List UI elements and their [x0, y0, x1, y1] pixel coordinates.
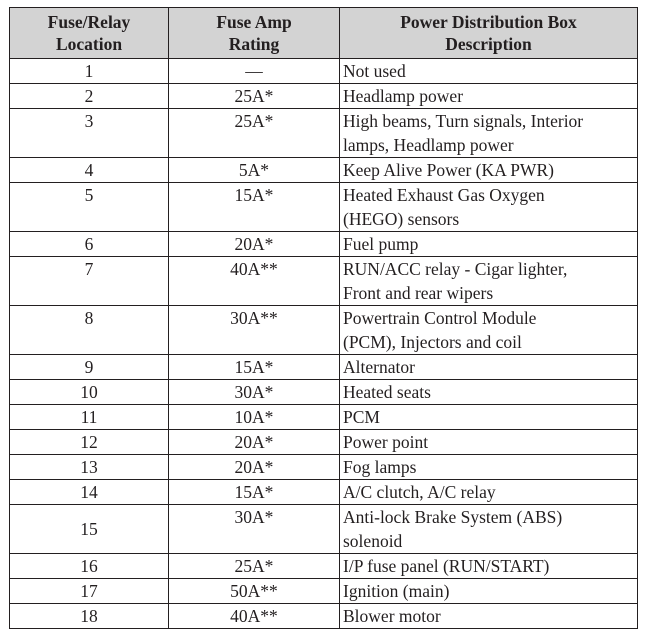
description-line: Heated Exhaust Gas Oxygen [343, 185, 545, 205]
table-row [10, 554, 638, 579]
cell-location: 4 [10, 158, 169, 183]
cell-location: 15 [10, 505, 169, 554]
cell-rating: 30A** [169, 306, 340, 355]
cell-rating: 10A* [169, 405, 340, 430]
cell-location: 3 [10, 109, 169, 158]
cell-location: 5 [10, 183, 169, 232]
cell-rating: 30A* [169, 505, 340, 554]
description-line: RUN/ACC relay - Cigar lighter, [343, 259, 568, 279]
cell-description [340, 306, 638, 355]
cell-description: Ignition (main) [340, 579, 638, 604]
cell-description [340, 109, 638, 158]
header-description [340, 8, 638, 59]
header-description-line-2: Description [445, 34, 532, 54]
cell-description: Blower motor [340, 604, 638, 629]
cell-description: PCM [340, 405, 638, 430]
cell-rating: 20A* [169, 430, 340, 455]
cell-description: I/P fuse panel (RUN/START) [340, 554, 638, 579]
cell-rating: 50A** [169, 579, 340, 604]
cell-location: 1 [10, 59, 169, 84]
cell-description: Not used [340, 59, 638, 84]
table-body [10, 59, 638, 629]
table-row [10, 306, 638, 355]
cell-description: Fuel pump [340, 232, 638, 257]
table-row [10, 59, 638, 84]
cell-rating: 40A** [169, 257, 340, 306]
cell-location: 11 [10, 405, 169, 430]
table-row [10, 480, 638, 505]
table-row [10, 232, 638, 257]
cell-location: 10 [10, 380, 169, 405]
cell-location: 16 [10, 554, 169, 579]
header-location-line-2: Location [55, 34, 123, 54]
cell-rating: 25A* [169, 84, 340, 109]
table-row [10, 158, 638, 183]
description-line: Front and rear wipers [343, 283, 494, 303]
cell-rating: 25A* [169, 109, 340, 158]
cell-rating: 30A* [169, 380, 340, 405]
header-description-line-1: Power Distribution Box [400, 12, 577, 32]
cell-rating: 20A* [169, 455, 340, 480]
cell-location: 2 [10, 84, 169, 109]
header-rating-line-1: Fuse Amp [216, 12, 292, 32]
cell-description: A/C clutch, A/C relay [340, 480, 638, 505]
cell-location: 12 [10, 430, 169, 455]
description-line: Powertrain Control Module [343, 308, 537, 328]
table-row [10, 109, 638, 158]
cell-description: Power point [340, 430, 638, 455]
table-row [10, 355, 638, 380]
description-line: solenoid [343, 531, 403, 551]
cell-rating: 15A* [169, 355, 340, 380]
cell-description: Alternator [340, 355, 638, 380]
description-line: High beams, Turn signals, Interior [343, 111, 584, 131]
cell-location: 8 [10, 306, 169, 355]
table-row [10, 579, 638, 604]
description-line: lamps, Headlamp power [343, 135, 514, 155]
cell-location: 18 [10, 604, 169, 629]
table-row [10, 455, 638, 480]
table-row [10, 405, 638, 430]
fuse-table-container [9, 7, 637, 629]
table-row [10, 430, 638, 455]
cell-rating: 25A* [169, 554, 340, 579]
cell-description: Keep Alive Power (KA PWR) [340, 158, 638, 183]
cell-rating: 5A* [169, 158, 340, 183]
header-rating-line-2: Rating [228, 34, 280, 54]
cell-location: 9 [10, 355, 169, 380]
cell-description: Heated seats [340, 380, 638, 405]
cell-description [340, 505, 638, 554]
cell-rating: 15A* [169, 480, 340, 505]
description-line: (HEGO) sensors [343, 209, 460, 229]
header-location [10, 8, 169, 59]
table-row [10, 183, 638, 232]
header-location-line-1: Fuse/Relay [47, 12, 131, 32]
cell-rating: 20A* [169, 232, 340, 257]
cell-rating: — [169, 59, 340, 84]
power-distribution-box-table [9, 7, 638, 629]
table-row [10, 84, 638, 109]
cell-rating: 15A* [169, 183, 340, 232]
table-header [10, 8, 638, 59]
cell-description [340, 183, 638, 232]
header-rating [169, 8, 340, 59]
table-row [10, 257, 638, 306]
cell-description: Headlamp power [340, 84, 638, 109]
cell-location: 6 [10, 232, 169, 257]
cell-location: 17 [10, 579, 169, 604]
cell-location: 7 [10, 257, 169, 306]
cell-rating: 40A** [169, 604, 340, 629]
table-row [10, 604, 638, 629]
table-row [10, 380, 638, 405]
description-line: (PCM), Injectors and coil [343, 332, 522, 352]
description-line: Anti-lock Brake System (ABS) [343, 507, 563, 527]
header-row [10, 8, 638, 59]
cell-description [340, 257, 638, 306]
cell-location: 13 [10, 455, 169, 480]
table-row [10, 505, 638, 554]
cell-description: Fog lamps [340, 455, 638, 480]
cell-location: 14 [10, 480, 169, 505]
